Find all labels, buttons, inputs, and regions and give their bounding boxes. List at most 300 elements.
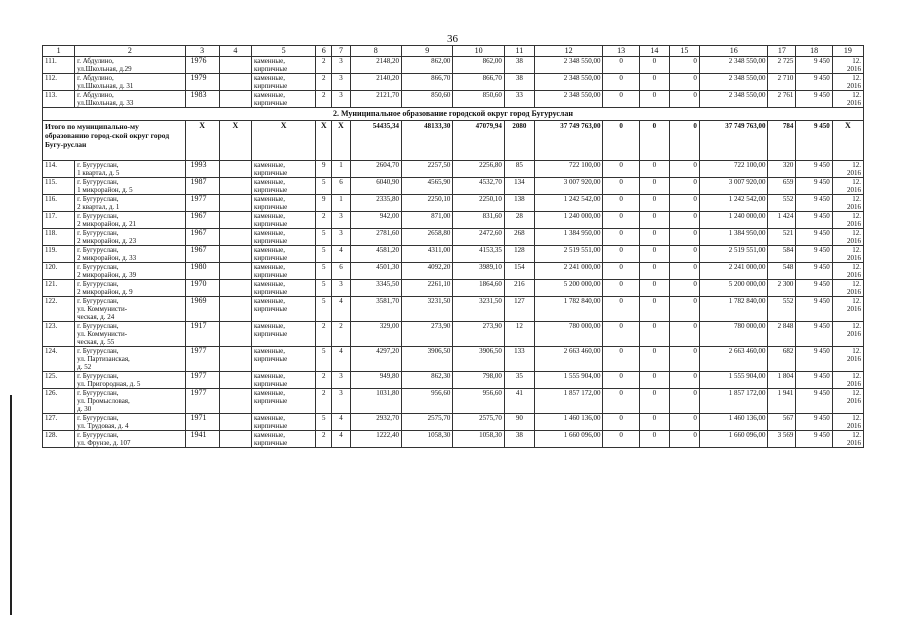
residents-cell: 38 [504, 57, 534, 74]
residential-area-cell: 831,60 [453, 212, 504, 229]
total-area-cell: 2335,80 [350, 195, 401, 212]
residential-area-cell: 3906,50 [453, 347, 504, 372]
cell-line: ул. Трудовая, д. 4 [77, 422, 129, 430]
residential-area-cell: 2472,60 [453, 229, 504, 246]
planned-date-cell [832, 57, 863, 74]
max-unit-cost-cell: 9 450 [796, 195, 832, 212]
cell-line: каменные, [253, 178, 285, 186]
cell-line: каменные, [253, 57, 285, 65]
cell-line: г. Бугуруслан, [77, 229, 119, 237]
premises-area-cell: 862,00 [401, 57, 452, 74]
table-row [43, 372, 864, 389]
empty-cell [219, 297, 251, 322]
table-row [43, 161, 864, 178]
cost-cell: 0 [639, 263, 669, 280]
cost-cell: 0 [603, 57, 639, 74]
unit-cost-cell: 2 300 [768, 280, 796, 297]
cost-cell: 0 [669, 372, 699, 389]
residential-area-cell: 2575,70 [453, 414, 504, 431]
owners-funds-cell: 5 200 000,00 [699, 280, 768, 297]
cost-cell: 0 [639, 322, 669, 347]
table-row [43, 414, 864, 431]
cost-cell: 0 [639, 229, 669, 246]
page-number: 36 [447, 33, 458, 45]
residents-cell: 128 [504, 246, 534, 263]
empty-cell [219, 246, 251, 263]
total-x-cell: X [332, 121, 350, 161]
planned-month: 12. [852, 178, 861, 186]
table-row [43, 212, 864, 229]
row-number-cell: 118. [43, 229, 75, 246]
column-header: 7 [332, 46, 350, 57]
cell-line: г. Бугуруслан, [77, 178, 119, 186]
cost-cell: 0 [603, 322, 639, 347]
total-cost-cell: 0 [669, 121, 699, 161]
column-header: 5 [251, 46, 315, 57]
section-header-row [43, 108, 864, 121]
planned-month: 12. [852, 212, 861, 220]
row-number-cell: 127. [43, 414, 75, 431]
residents-cell: 33 [504, 91, 534, 108]
cell-line: кирпичные [253, 237, 288, 245]
premises-area-cell: 3231,50 [401, 297, 452, 322]
owners-funds-cell: 780 000,00 [699, 322, 768, 347]
owners-funds-cell: 722 100,00 [699, 161, 768, 178]
residents-cell: 154 [504, 263, 534, 280]
year-built-cell: 1979 [185, 74, 219, 91]
wall-material-cell [251, 414, 315, 431]
cell-line: ческая, д. 55 [77, 338, 115, 346]
cost-cell: 0 [669, 74, 699, 91]
cell-line: каменные, [253, 372, 285, 380]
empty-cell [219, 74, 251, 91]
cost-total-cell: 1 240 000,00 [534, 212, 603, 229]
max-unit-cost-cell: 9 450 [796, 389, 832, 414]
table-row [43, 57, 864, 74]
total-area-cell: 2140,20 [350, 74, 401, 91]
cell-line: 1 квартал, д. 5 [77, 169, 120, 177]
cell-line: ул. Промысловая, [77, 397, 130, 405]
floors-cell: 9 [316, 161, 332, 178]
cell-line: г. Абдулино, [77, 91, 114, 99]
planned-month: 12. [852, 229, 861, 237]
planned-year: 2016 [847, 65, 861, 73]
cell-line: г. Бугуруслан, [77, 322, 119, 330]
owners-funds-cell: 1 555 904,00 [699, 372, 768, 389]
row-number-cell: 117. [43, 212, 75, 229]
cost-total-cell: 2 348 550,00 [534, 57, 603, 74]
cost-cell: 0 [639, 212, 669, 229]
unit-cost-cell: 567 [768, 414, 796, 431]
residents-cell: 134 [504, 178, 534, 195]
residential-area-cell: 3231,50 [453, 297, 504, 322]
max-unit-cost-cell: 9 450 [796, 178, 832, 195]
year-built-cell: 1980 [185, 263, 219, 280]
residents-cell: 85 [504, 161, 534, 178]
unit-cost-cell: 552 [768, 195, 796, 212]
empty-cell [219, 280, 251, 297]
max-unit-cost-cell: 9 450 [796, 263, 832, 280]
owners-funds-cell: 2 348 550,00 [699, 74, 768, 91]
cost-total-cell: 1 460 136,00 [534, 414, 603, 431]
year-built-cell: 1977 [185, 372, 219, 389]
residents-cell: 28 [504, 212, 534, 229]
unit-cost-cell: 584 [768, 246, 796, 263]
owners-funds-cell: 2 519 551,00 [699, 246, 768, 263]
cell-line: каменные, [253, 280, 285, 288]
wall-material-cell [251, 297, 315, 322]
column-header: 6 [316, 46, 332, 57]
residential-area-cell: 862,00 [453, 57, 504, 74]
wall-material-cell [251, 322, 315, 347]
planned-month: 12. [852, 57, 861, 65]
entrances-cell: 1 [332, 195, 350, 212]
empty-cell [219, 229, 251, 246]
planned-month: 12. [852, 347, 861, 355]
cell-line: кирпичные [253, 397, 288, 405]
cell-line: ул. Коммунисти- [77, 305, 128, 313]
cost-cell: 0 [603, 297, 639, 322]
owners-funds-cell: 2 241 000,00 [699, 263, 768, 280]
wall-material-cell [251, 91, 315, 108]
year-built-cell: 1983 [185, 91, 219, 108]
cell-line: каменные, [253, 347, 285, 355]
address-cell [75, 74, 185, 91]
section-title: 2. Муниципальное образование городской округ город Бугуруслан [43, 108, 864, 121]
max-unit-cost-cell: 9 450 [796, 161, 832, 178]
planned-date-cell [832, 161, 863, 178]
total-row [43, 121, 864, 161]
table-row [43, 322, 864, 347]
unit-cost-cell: 1 941 [768, 389, 796, 414]
planned-month: 12. [852, 389, 861, 397]
row-number-cell: 113. [43, 91, 75, 108]
planned-date-cell [832, 212, 863, 229]
planned-month: 12. [852, 322, 861, 330]
entrances-cell: 3 [332, 372, 350, 389]
owners-funds-cell: 1 660 096,00 [699, 431, 768, 448]
max-unit-cost-cell: 9 450 [796, 297, 832, 322]
address-cell [75, 161, 185, 178]
cost-total-cell: 1 857 172,00 [534, 389, 603, 414]
cell-line: каменные, [253, 389, 285, 397]
premises-area-cell: 2658,80 [401, 229, 452, 246]
entrances-cell: 4 [332, 414, 350, 431]
cost-cell: 0 [669, 280, 699, 297]
year-built-cell: 1977 [185, 347, 219, 372]
cost-total-cell: 2 348 550,00 [534, 74, 603, 91]
address-cell [75, 414, 185, 431]
planned-year: 2016 [847, 355, 861, 363]
cell-line: кирпичные [253, 305, 288, 313]
cell-line: 2 микрорайон, д. 21 [77, 220, 137, 228]
cell-line: кирпичные [253, 439, 288, 447]
column-header: 16 [699, 46, 768, 57]
address-cell [75, 297, 185, 322]
max-unit-cost-cell: 9 450 [796, 280, 832, 297]
entrances-cell: 4 [332, 246, 350, 263]
cell-line: кирпичные [253, 169, 288, 177]
column-header: 8 [350, 46, 401, 57]
unit-cost-cell: 1 424 [768, 212, 796, 229]
planned-month: 12. [852, 161, 861, 169]
address-cell [75, 280, 185, 297]
address-cell [75, 246, 185, 263]
cell-line: 2 микрорайон, д. 23 [77, 237, 137, 245]
entrances-cell: 3 [332, 280, 350, 297]
total-area-cell: 2932,70 [350, 414, 401, 431]
year-built-cell: 1970 [185, 280, 219, 297]
cost-cell: 0 [603, 347, 639, 372]
cell-line: каменные, [253, 414, 285, 422]
row-number-cell: 119. [43, 246, 75, 263]
column-header: 4 [219, 46, 251, 57]
cost-cell: 0 [669, 263, 699, 280]
floors-cell: 2 [316, 372, 332, 389]
premises-area-cell: 2575,70 [401, 414, 452, 431]
cost-total-cell: 3 007 920,00 [534, 178, 603, 195]
address-cell [75, 347, 185, 372]
cost-total-cell: 1 555 904,00 [534, 372, 603, 389]
table-row [43, 280, 864, 297]
max-unit-cost-cell: 9 450 [796, 431, 832, 448]
unit-cost-cell: 659 [768, 178, 796, 195]
cell-line: ул.Школьная, д. 33 [77, 99, 134, 107]
entrances-cell: 3 [332, 74, 350, 91]
cost-cell: 0 [669, 389, 699, 414]
wall-material-cell [251, 389, 315, 414]
cost-cell: 0 [639, 347, 669, 372]
cell-line: г. Бугуруслан, [77, 195, 119, 203]
residents-cell: 127 [504, 297, 534, 322]
max-unit-cost-cell: 9 450 [796, 91, 832, 108]
cost-cell: 0 [639, 414, 669, 431]
address-cell [75, 263, 185, 280]
planned-date-cell [832, 178, 863, 195]
entrances-cell: 3 [332, 212, 350, 229]
cell-line: кирпичные [253, 220, 288, 228]
total-x-cell: X [219, 121, 251, 161]
row-number-cell: 116. [43, 195, 75, 212]
unit-cost-cell: 682 [768, 347, 796, 372]
cost-cell: 0 [639, 280, 669, 297]
cost-cell: 0 [603, 431, 639, 448]
planned-year: 2016 [847, 254, 861, 262]
total-label: Итого по муниципально-му образованию город-ской округ город Бугу-руслан [43, 121, 186, 161]
planned-date-cell [832, 195, 863, 212]
cell-line: ул. Партизанская, [77, 355, 130, 363]
address-cell [75, 389, 185, 414]
cost-cell: 0 [669, 57, 699, 74]
cell-line: каменные, [253, 161, 285, 169]
row-number-cell: 115. [43, 178, 75, 195]
wall-material-cell [251, 161, 315, 178]
table-row [43, 229, 864, 246]
max-unit-cost-cell: 9 450 [796, 57, 832, 74]
cost-total-cell: 1 782 840,00 [534, 297, 603, 322]
column-header: 15 [669, 46, 699, 57]
unit-cost-cell: 1 804 [768, 372, 796, 389]
housing-register-table [42, 45, 864, 448]
entrances-cell: 4 [332, 347, 350, 372]
empty-cell [219, 414, 251, 431]
column-header: 12 [534, 46, 603, 57]
row-number-cell: 122. [43, 297, 75, 322]
residents-cell: 268 [504, 229, 534, 246]
row-number-cell: 112. [43, 74, 75, 91]
column-header: 13 [603, 46, 639, 57]
premises-area-cell: 956,60 [401, 389, 452, 414]
cell-line: г. Бугуруслан, [77, 414, 119, 422]
residential-area-cell: 866,70 [453, 74, 504, 91]
year-built-cell: 1967 [185, 212, 219, 229]
cell-line: 2 микрорайон, д. 9 [77, 288, 133, 296]
empty-cell [219, 431, 251, 448]
residents-cell: 90 [504, 414, 534, 431]
cell-line: кирпичные [253, 186, 288, 194]
wall-material-cell [251, 263, 315, 280]
max-unit-cost-cell: 9 450 [796, 212, 832, 229]
cell-line: кирпичные [253, 271, 288, 279]
cell-line: г. Бугуруслан, [77, 161, 119, 169]
cost-cell: 0 [603, 246, 639, 263]
cost-cell: 0 [639, 431, 669, 448]
cell-line: каменные, [253, 91, 285, 99]
planned-month: 12. [852, 280, 861, 288]
residents-cell: 38 [504, 74, 534, 91]
owners-funds-cell: 1 460 136,00 [699, 414, 768, 431]
planned-month: 12. [852, 263, 861, 271]
cell-line: г. Бугуруслан, [77, 263, 119, 271]
empty-cell [219, 372, 251, 389]
floors-cell: 5 [316, 246, 332, 263]
owners-funds-cell: 1 242 542,00 [699, 195, 768, 212]
cost-cell: 0 [669, 347, 699, 372]
year-built-cell: 1969 [185, 297, 219, 322]
planned-date-cell [832, 414, 863, 431]
empty-cell [219, 57, 251, 74]
floors-cell: 2 [316, 91, 332, 108]
year-built-cell: 1967 [185, 246, 219, 263]
wall-material-cell [251, 57, 315, 74]
cost-cell: 0 [603, 161, 639, 178]
year-built-cell: 1967 [185, 229, 219, 246]
cell-line: 2 микрорайон, д. 33 [77, 254, 137, 262]
column-header: 3 [185, 46, 219, 57]
planned-date-cell [832, 263, 863, 280]
year-built-cell: 1941 [185, 431, 219, 448]
row-number-cell: 120. [43, 263, 75, 280]
entrances-cell: 3 [332, 229, 350, 246]
row-number-cell: 114. [43, 161, 75, 178]
cell-line: ул. Пригородная, д. 5 [77, 380, 141, 388]
residential-area-cell: 2256,80 [453, 161, 504, 178]
cost-cell: 0 [603, 263, 639, 280]
premises-area-cell: 866,70 [401, 74, 452, 91]
cell-line: г. Бугуруслан, [77, 431, 119, 439]
entrances-cell: 2 [332, 322, 350, 347]
premises-area-cell: 4565,90 [401, 178, 452, 195]
empty-cell [219, 347, 251, 372]
total-area-cell: 3581,70 [350, 297, 401, 322]
unit-cost-cell: 2 710 [768, 74, 796, 91]
column-header: 2 [75, 46, 185, 57]
column-header: 9 [401, 46, 452, 57]
row-number-cell: 128. [43, 431, 75, 448]
planned-date-cell [832, 280, 863, 297]
planned-month: 12. [852, 195, 861, 203]
cost-cell: 0 [639, 195, 669, 212]
cell-line: каменные, [253, 263, 285, 271]
cell-line: каменные, [253, 322, 285, 330]
planned-date-cell [832, 91, 863, 108]
cell-line: г. Бугуруслан, [77, 347, 119, 355]
total-area-cell: 4297,20 [350, 347, 401, 372]
cost-cell: 0 [669, 178, 699, 195]
entrances-cell: 3 [332, 57, 350, 74]
cell-line: кирпичные [253, 82, 288, 90]
owners-funds-cell: 1 384 950,00 [699, 229, 768, 246]
cell-line: 2 микрорайон, д. 39 [77, 271, 137, 279]
residential-area-cell: 4532,70 [453, 178, 504, 195]
year-built-cell: 1976 [185, 57, 219, 74]
floors-cell: 5 [316, 229, 332, 246]
planned-year: 2016 [847, 82, 861, 90]
planned-month: 12. [852, 372, 861, 380]
floors-cell: 9 [316, 195, 332, 212]
planned-year: 2016 [847, 305, 861, 313]
address-cell [75, 91, 185, 108]
cost-cell: 0 [669, 161, 699, 178]
address-cell [75, 178, 185, 195]
planned-year: 2016 [847, 271, 861, 279]
year-built-cell: 1987 [185, 178, 219, 195]
row-number-cell: 125. [43, 372, 75, 389]
cell-line: каменные, [253, 212, 285, 220]
table-body [43, 46, 864, 448]
table-row [43, 297, 864, 322]
premises-area-cell: 4092,20 [401, 263, 452, 280]
address-cell [75, 212, 185, 229]
total-residential-area: 47079,94 [453, 121, 504, 161]
cell-line: г. Бугуруслан, [77, 297, 119, 305]
planned-year: 2016 [847, 397, 861, 405]
planned-date-cell [832, 229, 863, 246]
residential-area-cell: 1864,60 [453, 280, 504, 297]
cell-line: 2 квартал, д. 1 [77, 203, 120, 211]
unit-cost-cell: 2 761 [768, 91, 796, 108]
cell-line: г. Бугуруслан, [77, 389, 119, 397]
cost-cell: 0 [669, 322, 699, 347]
planned-month: 12. [852, 414, 861, 422]
year-built-cell: 1977 [185, 195, 219, 212]
owners-funds-cell: 1 857 172,00 [699, 389, 768, 414]
premises-area-cell: 1058,30 [401, 431, 452, 448]
total-area-cell: 949,80 [350, 372, 401, 389]
cost-cell: 0 [603, 414, 639, 431]
entrances-cell: 6 [332, 263, 350, 280]
total-area-cell: 1031,80 [350, 389, 401, 414]
total-premises-area: 48133,30 [401, 121, 452, 161]
planned-month: 12. [852, 297, 861, 305]
empty-cell [219, 195, 251, 212]
empty-cell [219, 212, 251, 229]
table-row [43, 246, 864, 263]
cell-line: д. 52 [77, 363, 92, 371]
max-unit-cost-cell: 9 450 [796, 372, 832, 389]
cell-line: каменные, [253, 74, 285, 82]
total-area-cell: 3345,50 [350, 280, 401, 297]
